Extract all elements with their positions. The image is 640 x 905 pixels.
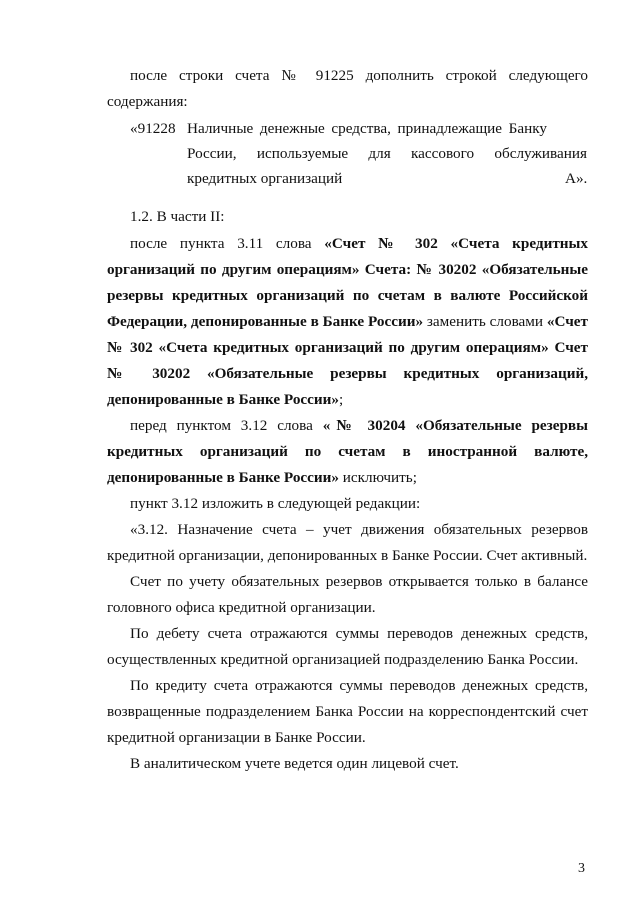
p2-quote: № 302 «Счета кредитных организаций по другим операциям» Счет [107,339,588,356]
p2-text: заменить словами [423,313,547,330]
p2-text: ; [339,391,344,408]
p3-line-1 [130,417,588,435]
p4-line: пункт 3.12 изложить в следующей редакции: [130,495,421,512]
p2-quote: резервы кредитных организаций по счетам в валюте Российской [107,287,588,304]
p6-line-2: головного офиса кредитной организации. [107,599,376,616]
p3-line-3 [107,469,417,487]
p3-text: перед пунктом 3.12 слова [130,417,323,434]
p5-line-2: кредитной организации, депонированных в Банке России. Счет активный. [107,547,588,564]
p3-text: исключить; [339,469,417,486]
p2-text: после пункта 3.11 слова [130,235,325,252]
entry-symbol: А». [565,170,588,187]
p2-quote: Федерации, депонированные в Банке России» [107,313,424,330]
page-number: 3 [578,861,585,876]
p9-line: В аналитическом учете ведется один лицевой счет. [130,755,459,772]
p8-line-1: По кредиту счета отражаются суммы переводов денежных средств, [130,677,588,694]
p2-line-5 [107,339,588,357]
p7-line-2: осуществленных кредитной организацией подразделению Банка России. [107,651,579,668]
entry-line-3: кредитных организаций [187,170,343,187]
p3-quote: кредитных организаций по счетам в иностранной валюте, [107,443,588,460]
p2-quote: депонированные в Банке России» [107,391,339,408]
p2-line-1 [130,235,588,253]
p3-quote: «№ 30204 «Обязательные резервы [322,417,588,434]
p5-line-1: «3.12. Назначение счета – учет движения обязательных резервов [130,521,588,538]
p2-quote: организаций по другим операциям» Счета: № 30202 «Обязательные [107,261,588,278]
p3-quote: депонированные в Банке России» [107,469,339,486]
p2-line-2 [107,261,588,279]
p8-line-2: возвращенные подразделением Банка России на корреспондентский счет [107,703,588,720]
p7-line-1: По дебету счета отражаются суммы переводов денежных средств, [130,625,588,642]
entry-line-2: России, используемые для кассового обслуживания [187,145,587,162]
p2-line-7 [107,391,343,409]
entry-line-1: Наличные денежные средства, принадлежащие Банку [187,120,547,137]
p1-line-1: после строки счета № 91225 дополнить строкой следующего [130,67,588,84]
p2-quote: «Счет № 302 «Счета кредитных [324,235,588,252]
p3-line-2 [107,443,588,461]
entry-account-number: «91228 [130,120,176,137]
p1-line-2: содержания: [107,93,188,110]
part-heading: 1.2. В части II: [130,208,225,225]
p8-line-3: кредитной организации в Банке России. [107,729,366,746]
p2-line-6 [107,365,588,383]
p2-line-3 [107,287,588,305]
p6-line-1: Счет по учету обязательных резервов открывается только в балансе [130,573,588,590]
p2-line-4 [107,313,588,331]
p2-quote: № 30202 «Обязательные резервы кредитных организаций, [107,365,588,382]
p2-quote: «Счет [546,313,588,330]
